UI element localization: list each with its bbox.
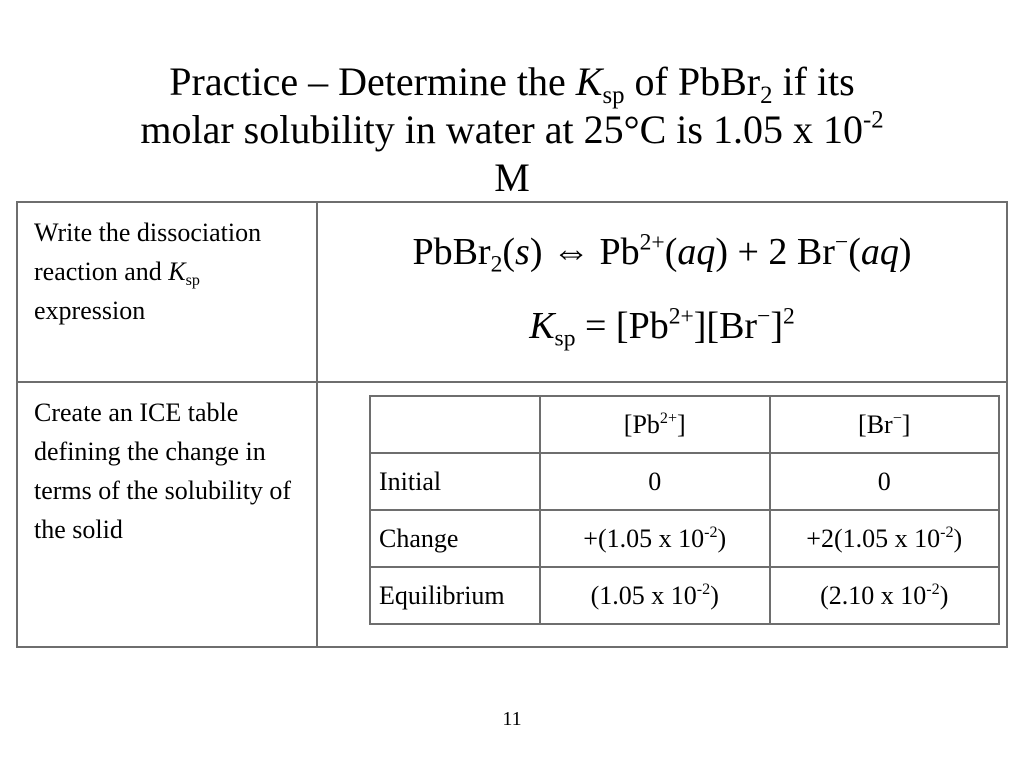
page-number: 11 (502, 708, 522, 730)
ice-row-label: Initial (370, 453, 540, 510)
ice-row-label: Equilibrium (370, 567, 540, 624)
ice-header-row (370, 396, 999, 453)
ice-cell: (2.10 x $10^{-2}$) (770, 567, 1000, 624)
ice-header-corner (370, 396, 540, 453)
slide-title: Practice – Determine the $K_{sp}$ of PbBr$_2$ if its molar solubility in water at 25°C is 1.05 x $10^{-2}$ M (140, 59, 884, 200)
step-content-dissociation (317, 202, 1007, 382)
ice-cell: +(1.05 x $10^{-2}$) (540, 510, 770, 567)
ice-cell: 0 (770, 453, 1000, 510)
ice-table (369, 395, 1000, 625)
step-row-ice-table (17, 382, 1007, 647)
ice-row-initial (370, 453, 999, 510)
ice-cell: 0 (540, 453, 770, 510)
step-row-dissociation (17, 202, 1007, 382)
ice-header-br: [Br−] (770, 396, 1000, 453)
ksp-expression: $K_{sp} = [Pb^{2+}][Br^-]^2$ (529, 303, 795, 352)
step-label-dissociation: Write the dissociation reaction and $K_{sp}$ expression (17, 202, 317, 382)
step-label-ice: Create an ICE table defining the change in terms of the solubility of the solid (17, 382, 317, 647)
ice-header-pb: $[Pb^{2+}]$ (540, 396, 770, 453)
ice-row-label: Change (370, 510, 540, 567)
dissociation-equation: PbBr$_2$(s) ⇔ $Pb^{2+}(aq) + 2$ Br−(aq) (412, 229, 912, 278)
ice-cell: (1.05 x $10^{-2}$) (540, 567, 770, 624)
ice-row-equilibrium (370, 567, 999, 624)
step-content-ice (317, 382, 1007, 647)
ice-row-change (370, 510, 999, 567)
ice-cell: +2(1.05 x $10^{-2}$) (770, 510, 1000, 567)
steps-table (16, 201, 1008, 648)
equilibrium-arrow-icon: ⇔ (551, 231, 590, 273)
